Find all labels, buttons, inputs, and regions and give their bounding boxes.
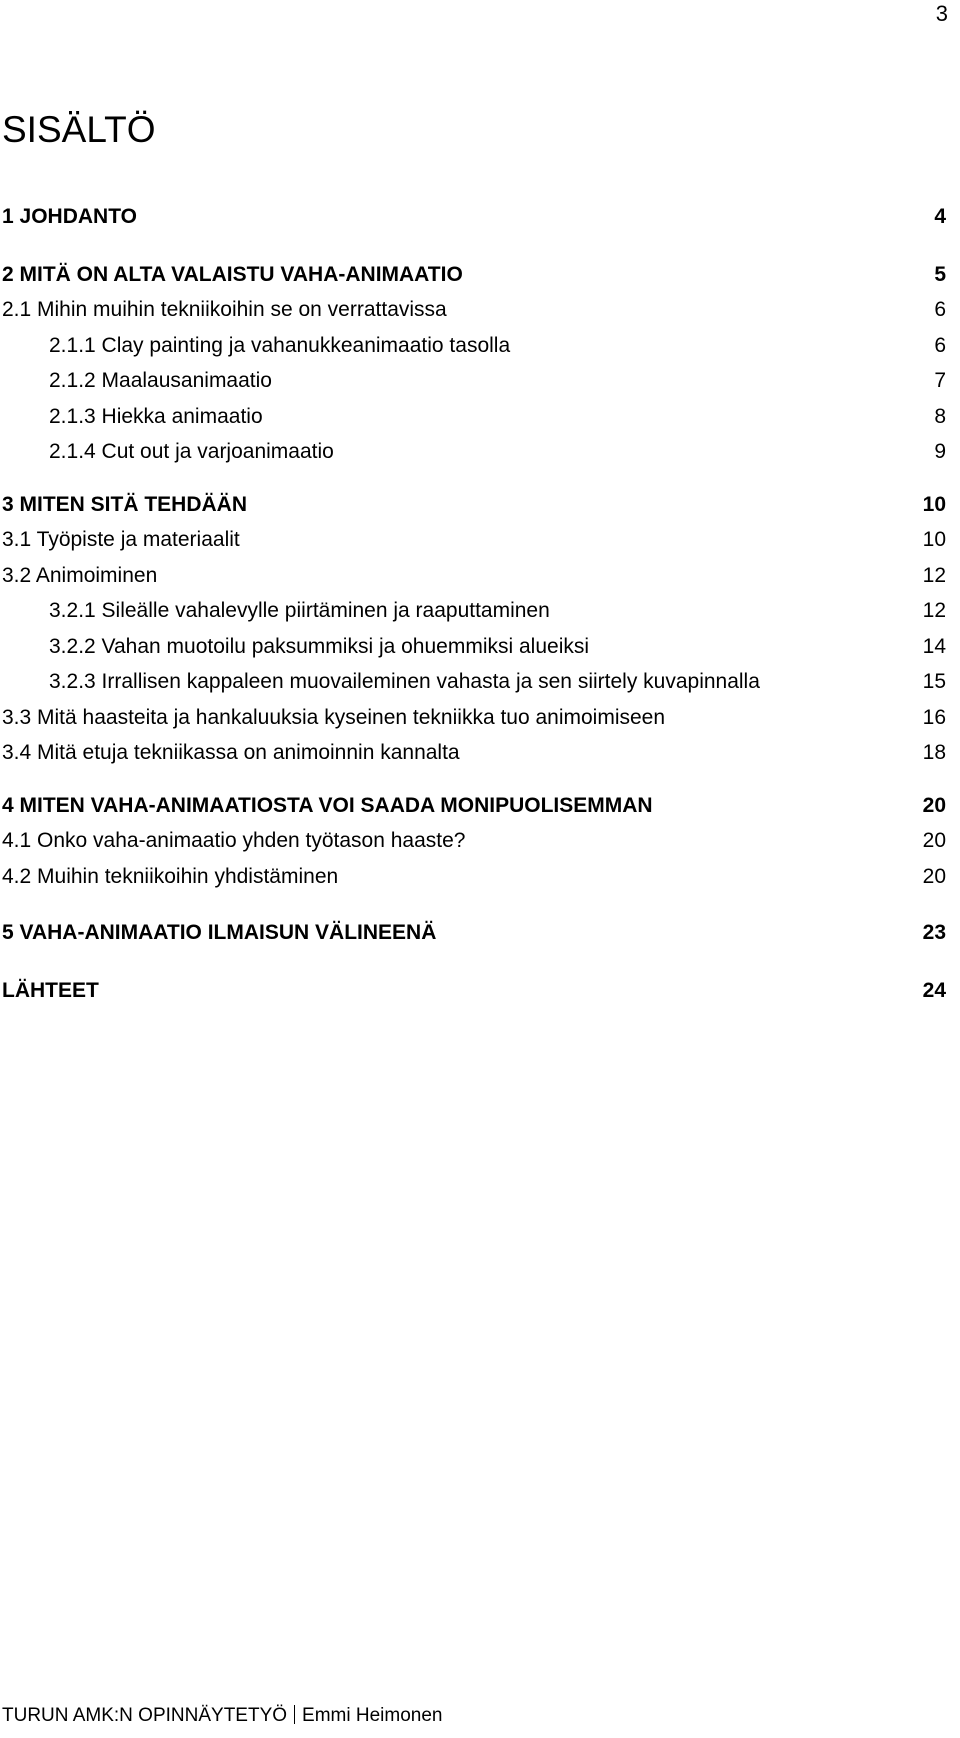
toc-entry-chapter-2[interactable] — [2, 260, 946, 290]
toc-entry-subsection-2-1-3[interactable] — [2, 402, 946, 432]
toc-entry-page: 9 — [934, 440, 946, 463]
toc-entry-chapter-5[interactable] — [2, 918, 946, 948]
toc-entry-label: 3.4 Mitä etuja tekniikassa on animoinnin kannalta — [2, 741, 460, 764]
toc-entry-label: 3.3 Mitä haasteita ja hankaluuksia kyseinen tekniikka tuo animoimiseen — [2, 706, 666, 729]
toc-entry-section-3-4[interactable] — [2, 738, 946, 768]
footer-institution: TURUN AMK:N OPINNÄYTETYÖ — [2, 1705, 288, 1726]
footer-separator — [294, 1705, 295, 1724]
toc-entry-label: 3.2 Animoiminen — [2, 564, 158, 587]
toc-entry-subsection-2-1-2[interactable] — [2, 366, 946, 396]
toc-entry-chapter-3[interactable] — [2, 490, 946, 520]
toc-entry-references[interactable] — [2, 976, 946, 1006]
toc-entry-label: 4.2 Muihin tekniikoihin yhdistäminen — [2, 865, 339, 888]
toc-entry-page: 23 — [922, 921, 946, 944]
toc-entry-page: 15 — [922, 670, 946, 693]
toc-entry-page: 4 — [934, 205, 946, 228]
toc-entry-chapter-4[interactable] — [2, 791, 946, 821]
toc-entry-page: 18 — [922, 741, 946, 764]
toc-entry-label: 2 MITÄ ON ALTA VALAISTU VAHA-ANIMAATIO — [2, 263, 463, 286]
toc-entry-label: 2.1.2 Maalausanimaatio — [49, 369, 272, 392]
toc-entry-section-3-2[interactable] — [2, 561, 946, 591]
page-number: 3 — [935, 1, 948, 26]
toc-entry-subsection-3-2-1[interactable] — [2, 596, 946, 626]
toc-entry-page: 6 — [934, 334, 946, 357]
toc-entry-subsection-3-2-2[interactable] — [2, 632, 946, 662]
toc-entry-subsection-2-1-4[interactable] — [2, 437, 946, 467]
toc-entry-label: 2.1.3 Hiekka animaatio — [49, 405, 263, 428]
toc-entry-page: 24 — [922, 979, 946, 1002]
toc-entry-section-2-1[interactable] — [2, 295, 946, 325]
page-footer — [2, 1704, 442, 1728]
toc-entry-label: 4.1 Onko vaha-animaatio yhden työtason haaste? — [2, 829, 466, 852]
toc-entry-page: 20 — [922, 865, 946, 888]
toc-entry-label: 4 MITEN VAHA-ANIMAATIOSTA VOI SAADA MONIPUOLISEMMAN — [2, 794, 653, 817]
toc-entry-label: 3 MITEN SITÄ TEHDÄÄN — [2, 493, 248, 516]
toc-entry-page: 20 — [922, 794, 946, 817]
toc-entry-label: LÄHTEET — [2, 979, 99, 1002]
footer-author: Emmi Heimonen — [302, 1705, 443, 1726]
toc-entry-page: 12 — [922, 564, 946, 587]
toc-entry-page: 5 — [934, 263, 946, 286]
toc-entry-page: 7 — [934, 369, 946, 392]
toc-entry-section-4-1[interactable] — [2, 826, 946, 856]
toc-entry-label: 3.2.2 Vahan muotoilu paksummiksi ja ohuemmiksi alueiksi — [49, 635, 590, 658]
toc-entry-label: 2.1 Mihin muihin tekniikoihin se on verrattavissa — [2, 298, 447, 321]
toc-entry-label: 5 VAHA-ANIMAATIO ILMAISUN VÄLINEENÄ — [2, 921, 437, 944]
toc-entry-label: 3.2.1 Sileälle vahalevylle piirtäminen ja raaputtaminen — [49, 599, 550, 622]
toc-entry-label: 3.2.3 Irrallisen kappaleen muovaileminen vahasta ja sen siirtely kuvapinnalla — [49, 670, 760, 693]
toc-entry-page: 16 — [922, 706, 946, 729]
toc-entry-subsection-3-2-3[interactable] — [2, 667, 946, 697]
toc-entry-section-4-2[interactable] — [2, 862, 946, 892]
toc-title: SISÄLTÖ — [2, 109, 156, 150]
toc-entry-chapter-1[interactable] — [2, 202, 946, 232]
toc-entry-page: 10 — [922, 528, 946, 551]
toc-entry-page: 14 — [922, 635, 946, 658]
toc-entry-subsection-2-1-1[interactable] — [2, 331, 946, 361]
toc-entry-section-3-1[interactable] — [2, 525, 946, 555]
toc-entry-page: 20 — [922, 829, 946, 852]
toc-entry-section-3-3[interactable] — [2, 703, 946, 733]
toc-entry-page: 8 — [934, 405, 946, 428]
toc-entry-label: 1 JOHDANTO — [2, 205, 137, 228]
toc-entry-label: 2.1.4 Cut out ja varjoanimaatio — [49, 440, 334, 463]
toc-entry-label: 3.1 Työpiste ja materiaalit — [2, 528, 240, 551]
toc-entry-page: 10 — [922, 493, 946, 516]
toc-entry-page: 6 — [934, 298, 946, 321]
toc-entry-page: 12 — [922, 599, 946, 622]
toc-entry-label: 2.1.1 Clay painting ja vahanukkeanimaatio tasolla — [49, 334, 511, 357]
